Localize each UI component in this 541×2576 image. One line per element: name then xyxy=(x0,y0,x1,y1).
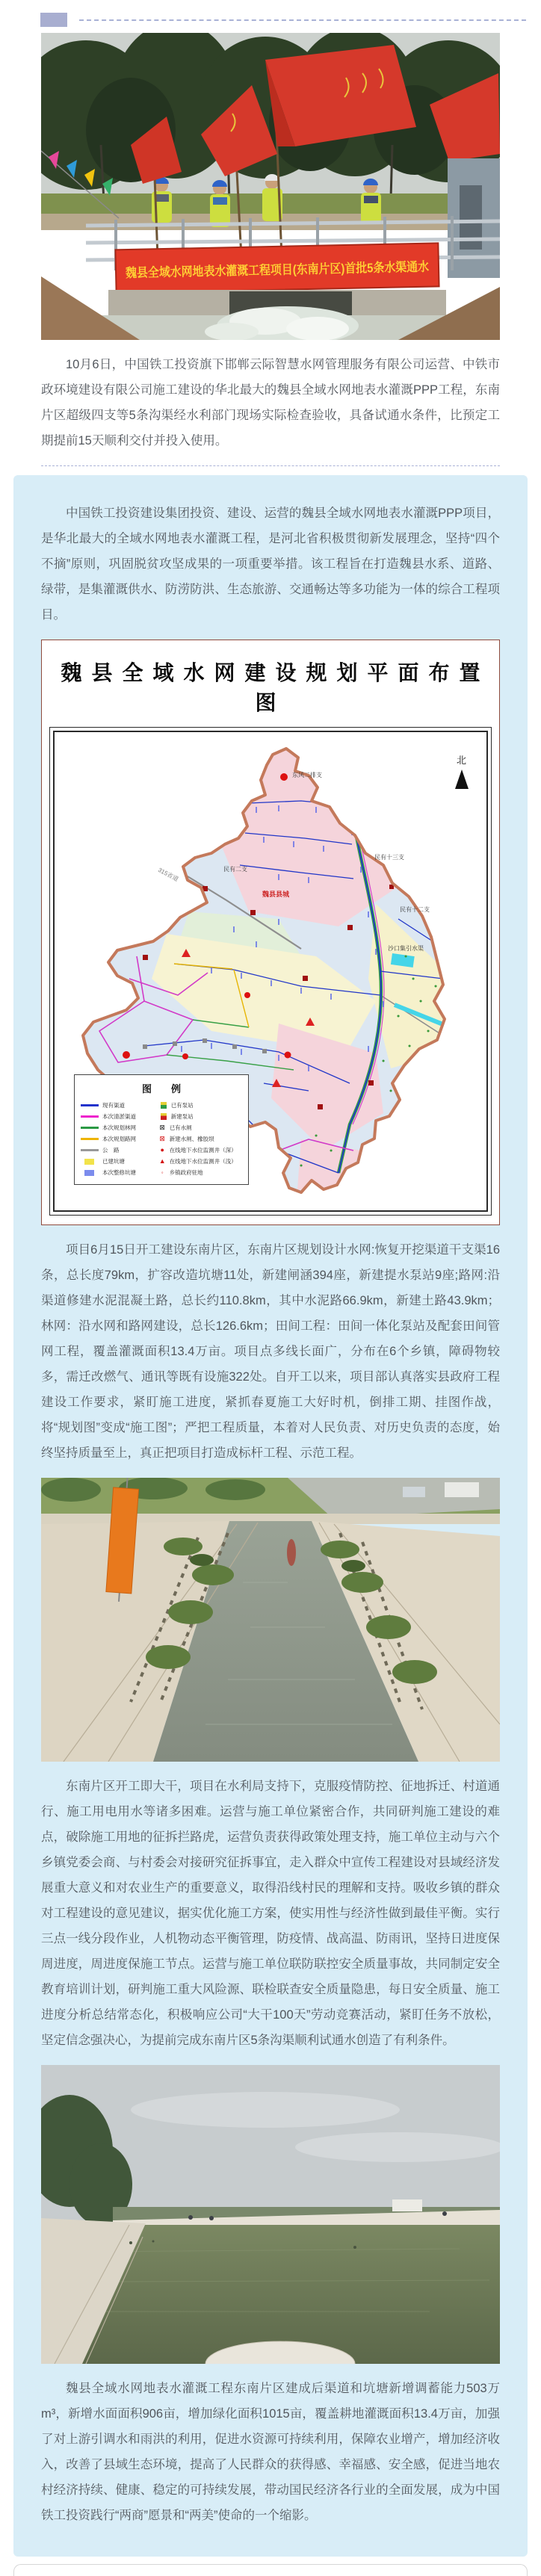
legend-label: 已有水闸 xyxy=(169,1124,192,1131)
map-card[interactable] xyxy=(41,640,500,1225)
svg-text:民有二支: 民有二支 xyxy=(223,866,247,873)
legend-label: 乡镇政府驻地 xyxy=(169,1169,203,1176)
map-frame xyxy=(49,727,492,1216)
photo-canal-completed-image xyxy=(41,1478,500,1762)
legend-row xyxy=(81,1122,152,1133)
legend-label: 新建水闸、橡胶坝 xyxy=(169,1136,214,1142)
map-title: 魏县全域水网建设规划平面布置图 xyxy=(61,661,490,714)
svg-text:民有十三支: 民有十三支 xyxy=(374,854,404,861)
map-legend xyxy=(74,1074,249,1185)
legend-label: 新建泵站 xyxy=(170,1113,194,1120)
legend-label: 已建坑塘 xyxy=(102,1158,125,1165)
legend-row xyxy=(81,1100,152,1111)
legend-swatch-renovated-pond xyxy=(84,1170,94,1176)
legend-label: 本次清淤渠道 xyxy=(102,1113,136,1120)
legend-icon-town-seat: ◦ xyxy=(161,1169,164,1176)
legend-row xyxy=(158,1100,242,1111)
legend-row xyxy=(81,1167,152,1178)
legend-row xyxy=(81,1111,152,1122)
photo-opening-ceremony[interactable] xyxy=(41,33,500,340)
legend-label: 本次整修坑塘 xyxy=(102,1169,136,1176)
legend-row xyxy=(158,1133,242,1145)
content-panel xyxy=(13,475,528,2557)
legend-swatch-built-pond xyxy=(84,1159,94,1165)
legend-row xyxy=(158,1167,242,1178)
legend-label: 公 路 xyxy=(102,1147,120,1154)
legend-label: 在线地下水位监测井（深） xyxy=(169,1147,237,1154)
legend-right-column xyxy=(158,1100,242,1178)
legend-left-column xyxy=(81,1100,152,1178)
top-dashed-line xyxy=(79,19,526,21)
legend-icon-pump-new xyxy=(161,1113,167,1120)
svg-text:北: 北 xyxy=(457,755,467,766)
white-truck xyxy=(392,2199,422,2211)
paragraph-intro: 10月6日，中国铁工投资旗下邯郸云际智慧水网管理服务有限公司运营、中铁市政环境建设有限公司施工建设的华北最大的魏县全域水网地表水灌溉PPP工程，东南片区超级四支等5条沟渠经水利部门现场实际检查验收，具备试通水条件，比预定工期提前15天顺利交付并投入使用。 xyxy=(41,358,500,448)
legend-icon-pump-existing xyxy=(161,1102,167,1109)
legend-row xyxy=(81,1133,152,1145)
legend-icon-sluice-existing: ⊠ xyxy=(159,1124,165,1131)
legend-label: 本次规划林网 xyxy=(102,1124,136,1131)
legend-row xyxy=(158,1156,242,1167)
legend-icon-well-deep: ● xyxy=(160,1146,164,1154)
top-divider xyxy=(0,0,541,28)
photo-canal-water[interactable] xyxy=(41,2065,500,2364)
corner-chip xyxy=(40,13,67,27)
legend-label: 已有泵站 xyxy=(170,1102,194,1109)
red-reflection xyxy=(287,1539,296,1566)
legend-swatch-highway xyxy=(81,1149,99,1151)
north-arrow xyxy=(455,755,469,789)
legend-swatch-dredged-channel xyxy=(81,1115,99,1118)
vehicle xyxy=(403,1487,425,1497)
svg-text:沙口集引水渠: 沙口集引水渠 xyxy=(388,945,424,952)
paragraph-benefits: 魏县全域水网地表水灌溉工程东南片区建成后渠道和坑塘新增调蓄能力503万m³，新增水面面积906亩，增加绿化面积1015亩，覆盖耕地灌溉面积13.4万亩，加强了对上游引调水和雨洪的利用，促进水资源可持续利用，保障农业增产，增加经济收入，改善了县域生态环境，提高了人民群众的获得感、幸福感、安全感，促进当地农村经济持续、健康、稳定的可持续发展，带动国民经济各行业的全面发展，成为中国铁工投资践行“两商”愿景和“两美”使命的一个缩影。 xyxy=(41,2382,500,2522)
legend-label: 在线地下水位监测井（浅） xyxy=(169,1158,237,1165)
legend-row xyxy=(158,1145,242,1156)
map-inner-frame xyxy=(53,731,488,1212)
svg-text:东风二排支: 东风二排支 xyxy=(292,772,322,778)
legend-swatch-forest-network xyxy=(81,1127,99,1129)
legend-row xyxy=(158,1111,242,1122)
legend-swatch-existing-channel xyxy=(81,1104,99,1106)
legend-label: 本次规划路网 xyxy=(102,1136,136,1142)
legend-row xyxy=(81,1156,152,1167)
banner-text: 魏县全域水网地表水灌溉工程项目(东南片区)首批5条水渠通水 xyxy=(125,258,472,281)
paragraph-construction-scope: 项目6月15日开工建设东南片区，东南片区规划设计水网:恢复开挖渠道干支渠16条，总长度79km，扩容改造坑塘11处，新建闸涵394座，新建提水泵站9座;路网:沿渠道修建水泥混凝土路，总长约110.8km，其中水泥路66.9km，新建土路43.9km；林网：沿水网和路网建设，总长126.6km；田间工程：田间一体化泵站及配套田间管网工程，覆盖灌溉面积13.4万亩。项目点多线长面广，分布在6个乡镇，障碍物较多，需迁改燃气、通讯等既有设施322处。自开工以来，项目部认真落实县政府工程建设工作要求，紧盯施工进度，紧抓春夏施工大好时机，倒排工期、挂图作战，将“规划图”变成“施工图”；严把工程质量，本着对人民负责、对历史负责的态度，始终坚持质量至上，真正把项目打造成标杆工程、示范工程。 xyxy=(41,1243,500,1460)
section-divider xyxy=(41,465,500,466)
legend-row xyxy=(158,1122,242,1133)
far-trees xyxy=(41,1478,265,1502)
legend-label: 现有渠道 xyxy=(102,1102,125,1109)
svg-text:民有十二支: 民有十二支 xyxy=(400,906,430,913)
ceremony-banner xyxy=(115,243,472,293)
next-section-card xyxy=(13,2564,528,2576)
county-seat-label: 魏县县城 xyxy=(262,891,290,898)
paragraph-project-overview: 中国铁工投资建设集团投资、建设、运营的魏县全域水网地表水灌溉PPP项目，是华北最大的全域水网地表水灌溉工程，是河北省积极贯彻新发展理念，坚持“四个不摘”原则，巩固脱贫攻坚成果的一项重要举措。该工程旨在打造魏县水系、道路、绿带，是集灌溉供水、防涝防洪、生态旅游、交通畅达等多功能为一体的综合工程项目。 xyxy=(41,507,500,622)
legend-row xyxy=(81,1145,152,1156)
svg-text:315省道: 315省道 xyxy=(157,866,180,883)
white-van xyxy=(445,1482,479,1497)
legend-title: 图 例 xyxy=(141,1083,181,1095)
paragraph-construction-effort: 东南片区开工即大干，项目在水利局支持下，克服疫情防控、征地拆迁、村道通行、施工用电用水等诸多困难。运营与施工单位紧密合作，共同研判施工建设的难点，破除施工用地的征拆拦路虎，运营负责获得政策处理支持，施工单位主动与六个乡镇党委会商、与村委会对接研究征拆事宜，走入群众中宣传工程建设对县域经济发展重大意义和对农业生产的重要意义，取得沿线村民的理解和支持。吸收乡镇的群众对工程建设的意见建议，据实优化施工方案，使实用性与经济性做到最佳平衡。实行三点一线分段作业，人机物动态平衡管理，防疫情、战高温、防雨讯，坚持日进度保周进度，周进度保施工节点。运营与施工单位联防联控安全质量事故，共同制定安全教育培训计划，研判施工重大风险源、联检联查安全质量隐患，每日安全质量、施工进度分析总结常态化，积极响应公司“大干100天”劳动竞赛活动，紧盯任务不放松，坚定信念强决心，为提前完成东南片区5条沟渠顺利试通水创造了有利条件。 xyxy=(41,1780,500,2047)
trees-group xyxy=(41,33,500,190)
legend-icon-sluice-new: ⊠ xyxy=(159,1135,165,1142)
photo-canal-completed[interactable] xyxy=(41,1478,500,1762)
photo-canal-water-image xyxy=(41,2065,500,2364)
photo-opening-ceremony-image xyxy=(41,33,500,340)
legend-swatch-road-network xyxy=(81,1138,99,1140)
legend-icon-well-shallow: ▲ xyxy=(158,1157,166,1165)
